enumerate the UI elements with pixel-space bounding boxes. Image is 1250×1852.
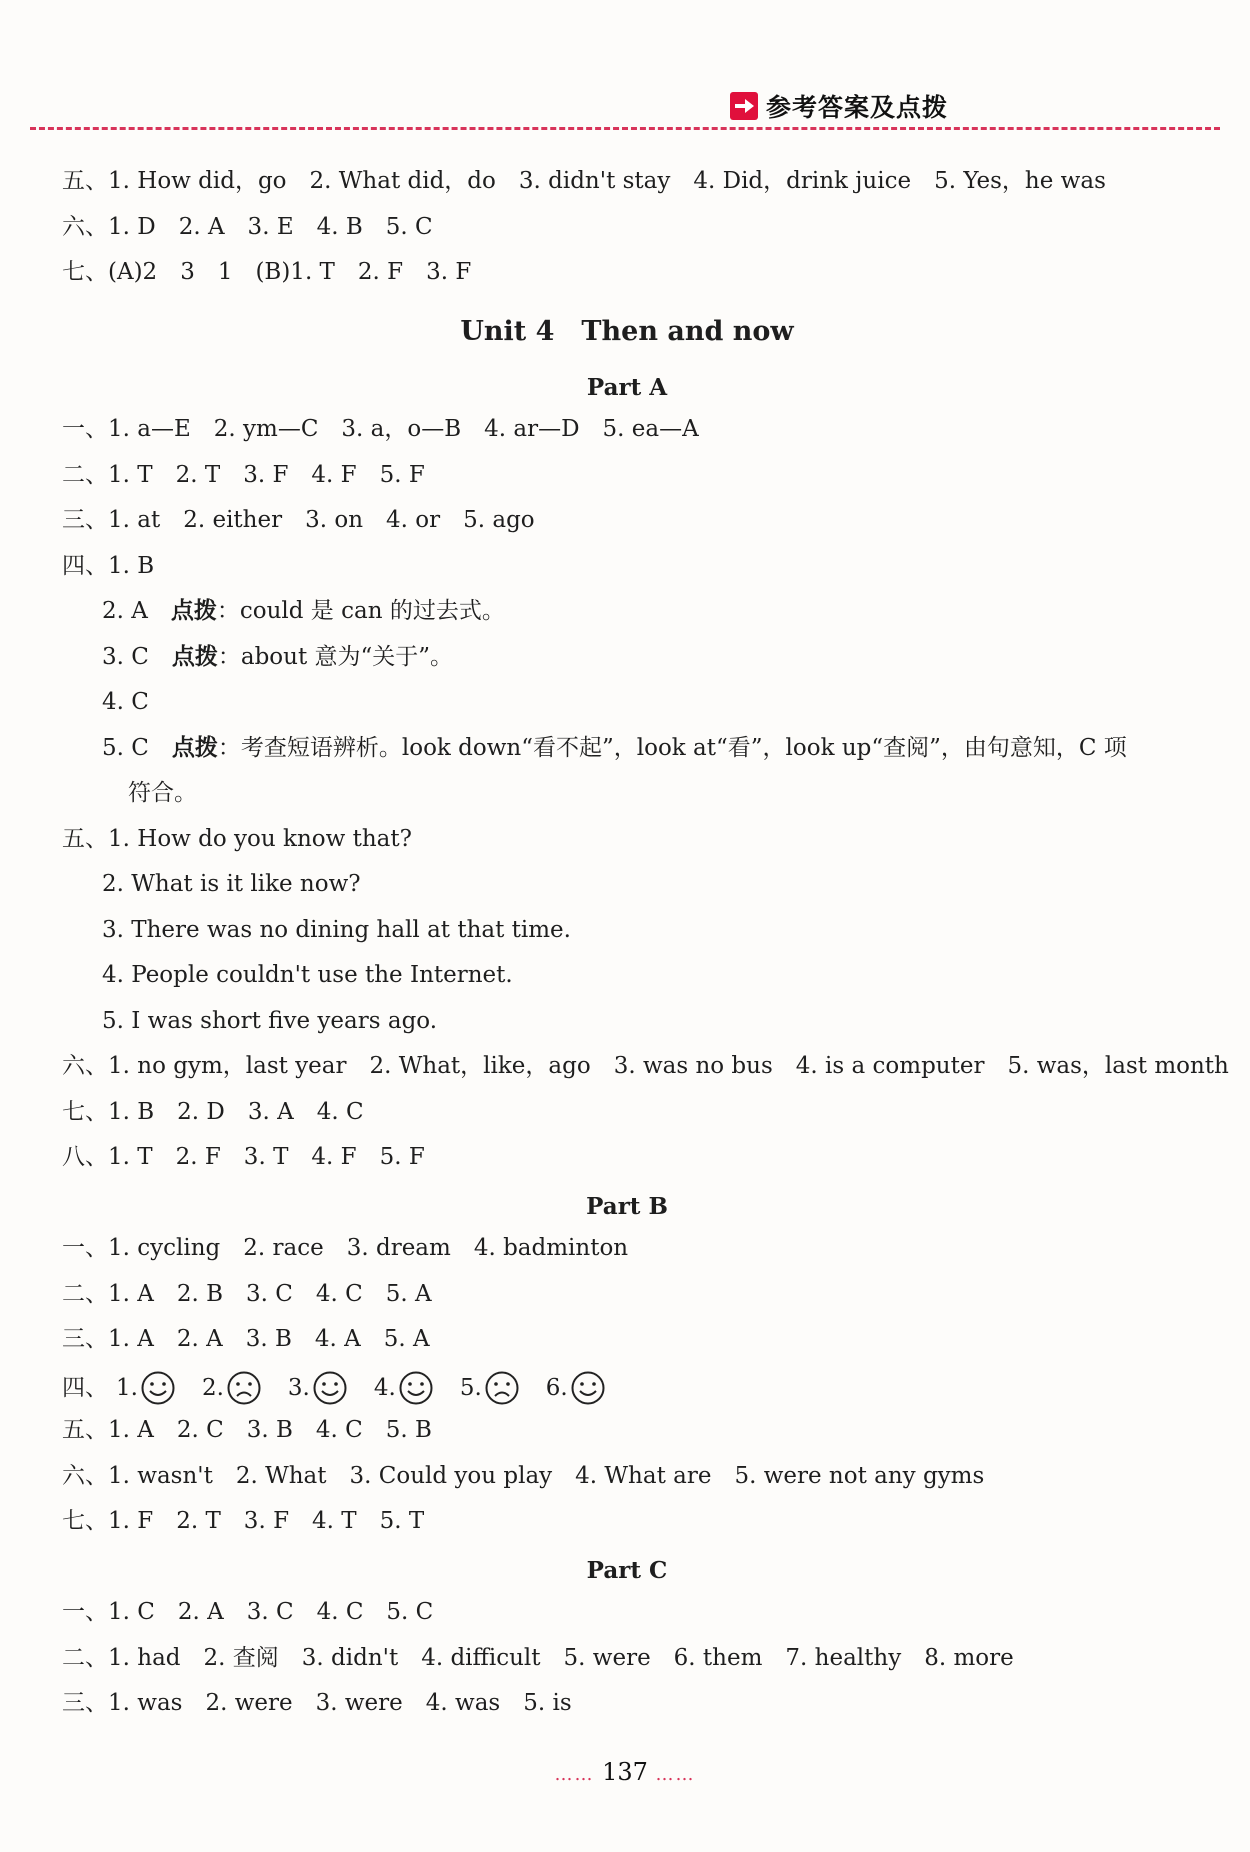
answer-line: 六、1. D 2. A 3. E 4. B 5. C (62, 213, 433, 240)
answer-line: 一、1. C 2. A 3. C 4. C 5. C (62, 1599, 434, 1625)
header-title: 参考答案及点拨 (766, 93, 949, 122)
happy-face-icon (312, 1370, 348, 1406)
arrow-icon (730, 92, 758, 120)
face-answer-number: 1. (116, 1375, 138, 1402)
answer-line: 七、1. B 2. D 3. A 4. C (62, 1098, 364, 1125)
answer-line: 六、1. wasn't 2. What 3. Could you play 4. What are 5. were not any gyms (62, 1462, 985, 1489)
answer-line: 一、1. cycling 2. race 3. dream 4. badminton (62, 1235, 629, 1261)
face-answer (202, 1369, 262, 1407)
face-answer-number: 4. (373, 1375, 396, 1402)
sad-face-icon (226, 1370, 262, 1406)
answer-line: 4. People couldn't use the Internet. (102, 962, 513, 988)
tip-label: 点拨 (170, 598, 217, 624)
page-number: 137 (602, 1758, 648, 1786)
answer-line-with-tip (62, 729, 1192, 775)
answer-content (62, 162, 1229, 1730)
answer-number: 3. C (102, 643, 172, 670)
answer-line-with-tip (62, 638, 1192, 684)
face-answer-number: 6. (545, 1375, 568, 1402)
face-answer-number: 3. (287, 1375, 310, 1402)
tip-text: ：考查短语辨析。look down“看不起”，look at“看”，look up“查阅”，由句意知，C 项 (217, 734, 1127, 761)
answer-line: 四、1. B (62, 552, 155, 579)
face-answer (460, 1369, 520, 1407)
answer-number: 4. C (102, 689, 149, 715)
happy-face-icon (140, 1370, 176, 1406)
answer-line: 八、1. T 2. F 3. T 4. F 5. F (62, 1144, 425, 1170)
answer-line: 二、1. had 2. 查阅 3. didn't 4. difficult 5. were 6. them 7. healthy 8. more (62, 1644, 1014, 1671)
answer-line: 三、1. at 2. either 3. on 4. or 5. ago (62, 507, 535, 533)
answer-line: 二、1. A 2. B 3. C 4. C 5. A (62, 1280, 432, 1307)
happy-face-icon (398, 1370, 434, 1406)
page-footer (0, 1758, 1250, 1786)
face-answer (116, 1369, 176, 1407)
face-answer-number: 5. (459, 1375, 482, 1402)
sad-face-icon (484, 1370, 520, 1406)
face-answer-number: 2. (201, 1375, 224, 1402)
answer-line: 5. I was short five years ago. (102, 1007, 438, 1034)
answer-line: 一、1. a—E 2. ym—C 3. a，o—B 4. ar—D 5. ea—A (62, 416, 699, 442)
answer-line (62, 683, 1192, 729)
answer-prefix: 四、 (62, 1375, 108, 1402)
footer-dots: …… (655, 1764, 696, 1785)
page-header (730, 88, 948, 124)
tip-continuation: 符合。 (128, 780, 197, 806)
answer-line-with-tip (62, 592, 1192, 638)
tip-text: ：could 是 can 的过去式。 (216, 598, 505, 624)
unit-title: Unit 4 Then and now (460, 315, 794, 347)
header-divider (30, 127, 1220, 130)
footer-dots: …… (554, 1764, 595, 1785)
face-answer (546, 1369, 606, 1407)
tip-text: ：about 意为“关于”。 (217, 643, 454, 670)
answer-line: 2. What is it like now? (102, 871, 361, 897)
part-b-title: Part B (586, 1192, 668, 1220)
answer-line: 三、1. A 2. A 3. B 4. A 5. A (62, 1326, 430, 1352)
answer-line: 3. There was no dining hall at that time. (102, 916, 571, 943)
answer-line: 二、1. T 2. T 3. F 4. F 5. F (62, 461, 425, 488)
answer-line: 三、1. was 2. were 3. were 4. was 5. is (62, 1690, 572, 1716)
happy-face-icon (570, 1370, 606, 1406)
answer-line: 五、1. How did，go 2. What did，do 3. didn't stay 4. Did，drink juice 5. Yes，he was (62, 168, 1106, 194)
answer-number: 5. C (102, 734, 172, 761)
answer-line: 七、1. F 2. T 3. F 4. T 5. T (62, 1508, 425, 1534)
answer-line: 七、(A)2 3 1 (B)1. T 2. F 3. F (62, 259, 472, 285)
answer-line: 五、1. A 2. C 3. B 4. C 5. B (62, 1417, 432, 1443)
tip-label: 点拨 (171, 643, 218, 670)
answer-number: 2. A (102, 598, 171, 624)
tip-label: 点拨 (171, 734, 218, 761)
part-a-title: Part A (586, 373, 668, 401)
part-c-title: Part C (586, 1556, 668, 1584)
face-answer-line (62, 1366, 1192, 1412)
answer-line: 六、1. no gym，last year 2. What，like，ago 3. was no bus 4. is a computer 5. was，last month (62, 1053, 1229, 1079)
face-answer (374, 1369, 434, 1407)
answer-line: 五、1. How do you know that? (62, 825, 412, 852)
face-answer (288, 1369, 348, 1407)
